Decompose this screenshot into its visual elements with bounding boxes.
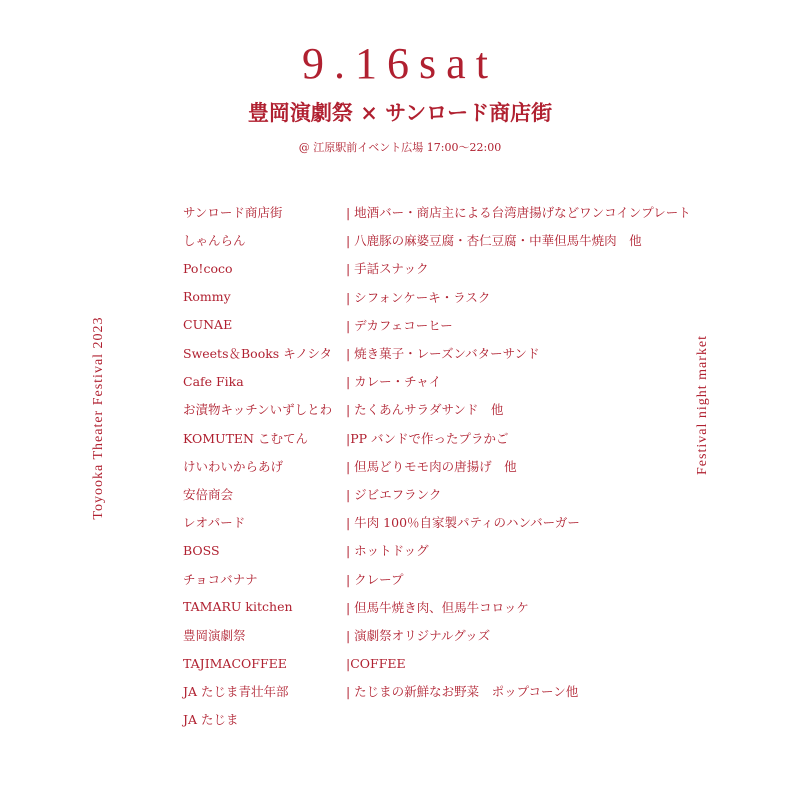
festival-name-vertical: Toyooka Theater Festival 2023 [91,316,106,520]
vendor-item: | デカフェコーヒー [346,317,453,333]
vendor-row [183,649,743,677]
vendor-row [183,424,743,452]
event-venue-time: @ 江原駅前イベント広場 17:00〜22:00 [298,141,502,154]
vendor-item: | 焼き菓子・レーズンバターサンド [346,346,540,362]
vendor-row [183,339,743,367]
vendor-name: TAMARU kitchen [183,599,293,615]
vendor-item: | 但馬牛焼き肉、但馬牛コロッケ [346,599,529,615]
vendor-name: Po!coco [183,260,233,276]
vendor-name: チョコバナナ [183,571,258,587]
night-market-vertical: Festival night market [695,335,710,475]
vendor-item: | カレー・チャイ [346,374,442,390]
vendor-row [183,283,743,311]
vendor-item: | 手話スナック [346,261,429,277]
vendor-name: JA たじま青壮年部 [183,684,289,700]
vendor-item: | たじまの新鮮なお野菜 ポップコーン他 [346,684,579,700]
event-title: 豊岡演劇祭 × サンロード商店街 [247,100,553,125]
vendor-row [183,621,743,649]
vendor-row [183,395,743,423]
vendor-row [183,705,743,733]
vendor-item: | クレープ [346,571,404,587]
vendor-row [183,593,743,621]
vendor-item: |COFFEE [346,655,406,671]
vendor-row [183,480,743,508]
vendor-row [183,226,743,254]
vendor-row [183,677,743,705]
vendor-row [183,254,743,282]
vendor-name: TAJIMACOFFEE [183,655,287,671]
vendor-name: 安倍商会 [183,486,234,502]
vendor-name: Cafe Fika [183,373,244,389]
vendor-item: | 但馬どりモモ肉の唐揚げ 他 [346,458,517,474]
vendor-name: しゃんらん [183,233,246,249]
vendor-name: けいわいからあげ [183,458,284,474]
vendor-item: | ホットドッグ [346,543,429,559]
vendor-name: BOSS [183,542,220,558]
vendor-name: お漬物キッチンいずしとわ [183,402,333,418]
vendor-row [183,311,743,339]
vendor-item: |PP バンドで作ったプラかご [346,430,509,446]
vendor-item: | シフォンケーキ・ラスク [346,289,491,305]
vendor-item: | ジビエフランク [346,486,442,502]
vendor-item: | 八鹿豚の麻婆豆腐・杏仁豆腐・中華但馬牛焼肉 他 [346,233,642,249]
vendor-name: CUNAE [183,317,233,333]
vendor-item: | 牛肉 100％自家製パティのハンバーガー [346,515,580,531]
vendor-name: 豊岡演劇祭 [183,627,246,643]
vendor-name: JA たじま [183,712,239,728]
vendor-name: Sweets＆Books キノシタ [183,346,332,362]
vendor-item: | 地酒バー・商店主による台湾唐揚げなどワンコインプレート [346,205,691,221]
vendor-name: レオパード [183,515,246,531]
vendor-item: | 演劇祭オリジナルグッズ [346,627,491,643]
vendor-row [183,452,743,480]
vendor-row [183,564,743,592]
vendor-row [183,198,743,226]
vendor-name: Rommy [183,289,231,305]
vendor-row [183,367,743,395]
vendor-list [183,198,743,734]
event-date: 9.16sat [302,39,498,88]
vendor-row [183,536,743,564]
vendor-row [183,508,743,536]
vendor-name: サンロード商店街 [183,205,283,221]
vendor-item: | たくあんサラダサンド 他 [346,402,504,418]
vendor-name: KOMUTEN こむてん [183,430,308,446]
